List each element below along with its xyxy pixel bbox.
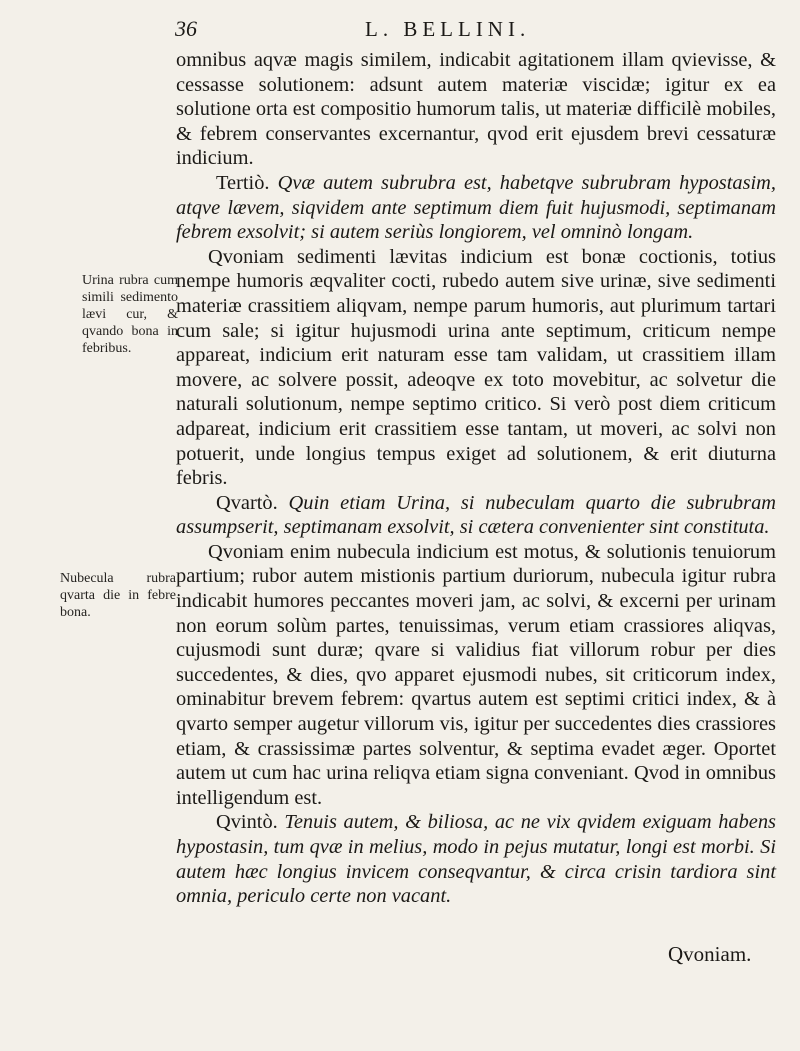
- aphorism-quarto: [176, 491, 776, 540]
- page-number: 36: [175, 16, 197, 41]
- margin-note: Nubecula rubra qvarta die in febre bona.: [60, 571, 176, 620]
- aphorism-quinto: [176, 810, 776, 908]
- catchword: Qvoniam.: [668, 942, 752, 966]
- aphorism-label: Tertiò.: [216, 171, 270, 194]
- aphorism-text: Quin etiam Urina, si nubeculam quarto die subrubram assumpserit, septimanam exsolvit, si cætera convenienter sint constituta.: [176, 491, 776, 539]
- paragraph-continuation: omnibus aqvæ magis similem, indicabit agitationem illam qvievisse, & cessasse solutionem: adsunt autem materiæ viscidæ; igitur ex ea solutione orta est compositio humorum talis, ut materiæ difficilè mobiles, & febrem conservantes excernantur, qvod erit ejusdem brevi cessaturæ indicium.: [176, 49, 776, 170]
- running-head: [175, 16, 775, 46]
- aphorism-tertio: [176, 171, 776, 245]
- commentary-paragraph: Qvoniam enim nubecula indicium est motus, & solutionis tenuiorum partium; rubor autem mistionis partium duriorum, nubecula igitur rubra indicabit humores peccantes moveri jam, ac solvi, & excerni per urinam non eorum solùm partes, tenuissimas, verum etiam crassiores aliqvas, cujusmodi sunt duræ; qvare si validius fiat villorum robur per dies succedentes, & dies, qvo apparet ejusmodi nubes, sit criticorum index, ominabitur brevem febrem: qvartus autem est septimi critici index, & à qvarto semper augetur villorum vis, igitur per succedentes dies crassiores etiam, & crassissimæ partes solventur, & septima evadet æger. Oportet autem ut cum hac urina reliqva etiam signa conveniant. Qvod in omnibus intelligendum est.: [176, 540, 776, 809]
- commentary-paragraph: Qvoniam sedimenti lævitas indicium est bonæ coctionis, totius nempe humoris æqvaliter cocti, rubedo autem sive urinæ, sive sedimenti materiæ crassitiem aliqvam, nempe parum humoris, aut plurimum tartari cum sale; si igitur hujusmodi urina ante septimum, criticum nempe appareat, indicium erit naturam esse tam validam, ut crassitiem illam movere, ac solvere possit, adeoqve ex toto movebitur, ac solvetur die naturali solutionum, nempe septimo critico. Si verò post diem criticum adpareat, indicium erit crassitiem esse tantam, ut moveri, ac solvi non potuerit, unde longius tempus exiget ad solutionem, & erit diuturna febris.: [176, 245, 776, 490]
- aphorism-text: Tenuis autem, & biliosa, ac ne vix qvidem exiguam habens hypostasin, tum qvæ in melius, modo in pejus mutatur, longi est morbi. Si autem hæc longius invicem conseqvantur, & circa crisin tardiora sint omnia, periculo certe non vacant.: [176, 811, 776, 908]
- margin-note: Urina rubra cum simili sedimento lævi cur, & qvando bona in febribus.: [82, 273, 178, 356]
- aphorism-label: Qvintò.: [216, 811, 278, 834]
- main-text: [176, 48, 776, 909]
- aphorism-text: Qvæ autem subrubra est, habetqve subrubram hypostasim, atqve lævem, siqvidem ante septimum diem fuit hujusmodi, septimanam febrem exsolvit; si autem seriùs longiorem, vel omninò longam.: [176, 171, 776, 244]
- running-title: L. BELLINI.: [365, 17, 531, 41]
- aphorism-label: Qvartò.: [216, 491, 278, 514]
